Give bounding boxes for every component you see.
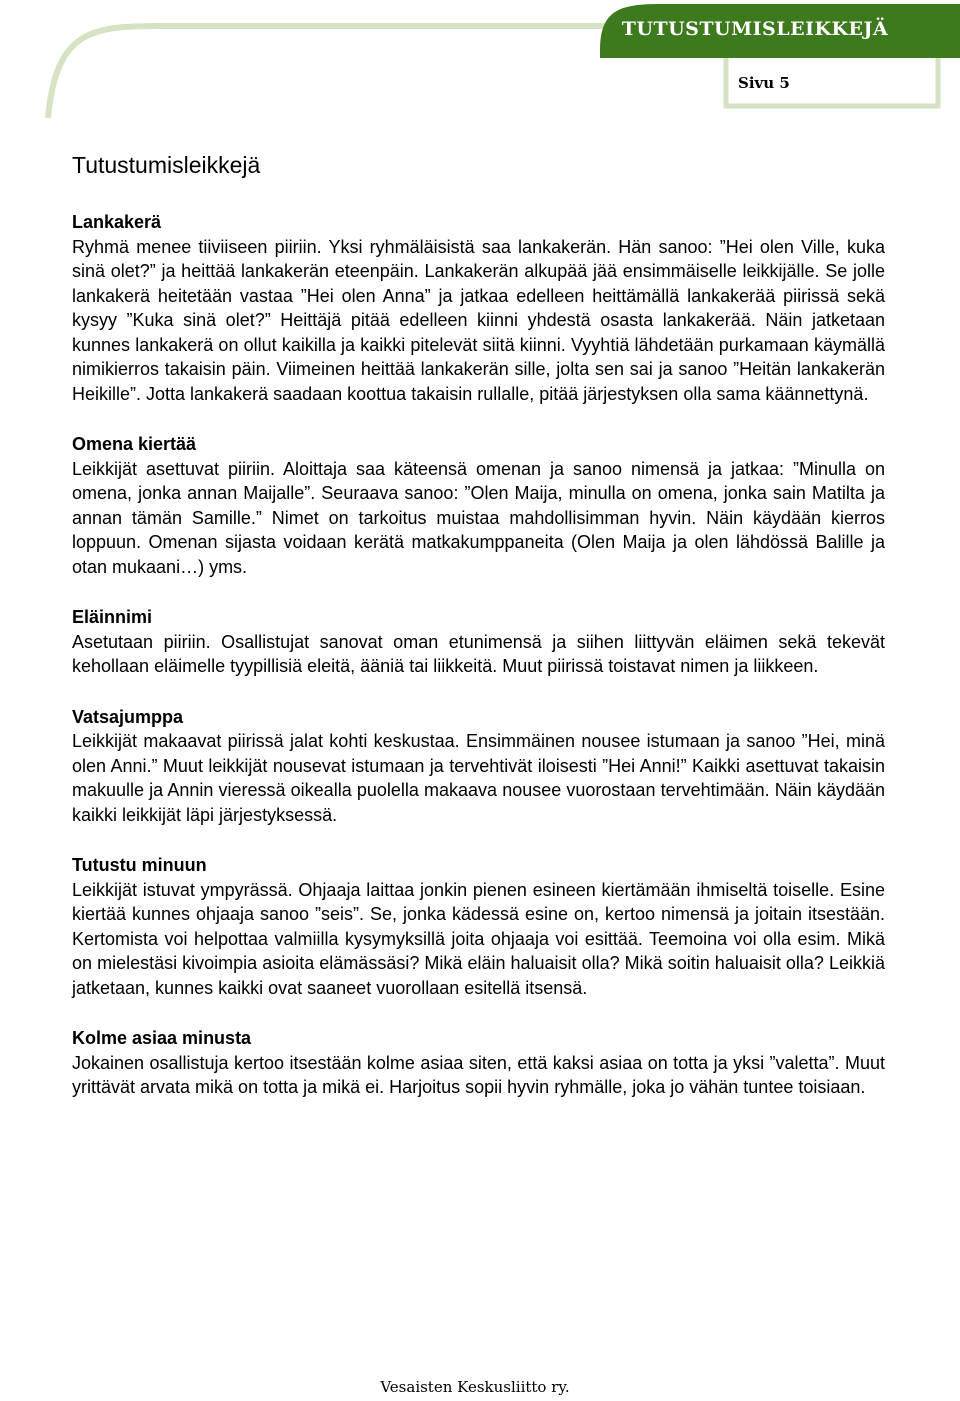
section-heading: Tutustu minuun [72, 855, 207, 875]
section-heading: Kolme asiaa minusta [72, 1028, 252, 1048]
section-heading: Eläinnimi [72, 607, 153, 627]
document-title: Tutustumisleikkejä [72, 152, 261, 178]
section-vatsajumppa [72, 705, 885, 828]
section-body: Jokainen osallistuja kertoo itsestään kolme asiaa siten, että kaksi asiaa on totta ja yksi ”valetta”. Muut yrittävät arvata mikä on totta ja mikä ei. Harjoitus sopii hyvin ryhmälle, joka jo vähän tuntee toisiaan. [72, 1052, 885, 1097]
section-heading: Vatsajumppa [72, 706, 184, 727]
footer-organization: Vesaisten Keskusliitto ry. [380, 1378, 570, 1396]
section-body: Leikkijät asettuvat piiriin. Aloittaja saa käteensä omenan ja sanoo nimensä ja jatkaa: ”Minulla on omena, jonka annan Maijalle”. Seuraava sanoo: ”Olen Maija, minulla on omena, jonka sain Matilta ja annan tämän Samille.” Nimet on tarkoitus muistaa mahdollisimman hyvin. Näin käydään kierros loppuun. Omenan sijasta voidaan kerätä matkakumppaneita (Olen Maija ja olen lähdössä Balille ja otan mukaani…) yms. [72, 458, 885, 577]
section-kolme-asiaa-minusta [72, 1026, 885, 1100]
header-title: TUTUSTUMISLEIKKEJÄ [621, 18, 889, 40]
section-tutustu-minuun [72, 853, 885, 1000]
section-omena-kiertaa [72, 432, 885, 579]
section-elainnimi [72, 605, 885, 679]
section-lankakera [72, 210, 885, 406]
section-heading: Lankakerä [72, 212, 162, 232]
document-content [72, 150, 885, 1126]
section-heading: Omena kiertää [72, 434, 197, 454]
section-body: Ryhmä menee tiiviiseen piiriin. Yksi ryhmäläisistä saa lankakerän. Hän sanoo: ”Hei olen Ville, kuka sinä olet?” ja heittää lankakerän eteenpäin. Lankakerän alkupää jää ensimmäiselle leikkijälle. Se jolle lankakerä heitetään vastaa ”Hei olen Anna” ja jatkaa edelleen heittämällä lankakerää piirissä sekä kysyy ”Kuka sinä olet?” Heittäjä pitää edelleen kiinni yhdestä osasta lankakerää. Näin jatketaan kunnes lankakerä on ollut kaikilla ja kaikki pitelevät siitä kiinni. Vyyhtiä lähdetään purkamaan käymällä nimikierros takaisin päin. Viimeinen heittää lankakerän sille, jolta sen sai ja sanoo ”Heitän lankakerän Heikille”. Jotta lankakerä saadaan koottua takaisin rullalle, pitää järjestyksen olla sama käännettynä. [72, 236, 885, 404]
section-body: Leikkijät istuvat ympyrässä. Ohjaaja laittaa jonkin pienen esineen kiertämään ihmiseltä toiselle. Esine kiertää kunnes ohjaaja sanoo ”seis”. Se, jonka kädessä esine on, kertoo nimensä ja joitain itsestään. Kertomista voi helpottaa valmiilla kysymyksillä joita ohjaaja voi esittää. Teemoina voi olla esim. Mikä on mielestäsi kivoimpia asioita elämässäsi? Mikä eläin haluaisit olla? Mikä soitin haluaisit olla? Leikkiä jatketaan, kunnes kaikki ovat saaneet vuorollaan esitellä itsensä. [72, 879, 885, 998]
section-body: Leikkijät makaavat piirissä jalat kohti keskustaa. Ensimmäinen nousee istumaan ja sanoo ”Hei, minä olen Anni.” Muut leikkijät nousevat istumaan ja tervehtivät iloisesti ”Hei Anni!” Kaikki asettuvat takaisin makuulle ja Annin vieressä oikealla puolella makaava nousee vuorostaan tervehtimään. Näin käydään kaikki leikkijät läpi järjestyksessä. [72, 731, 885, 825]
section-body: Asetutaan piiriin. Osallistujat sanovat oman etunimensä ja siihen liittyvän eläimen sekä tekevät kehollaan eläimelle tyypillisiä eleitä, ääniä tai liikkeitä. Muut piirissä toistavat nimen ja liikkeen. [72, 631, 885, 676]
page-number: Sivu 5 [738, 74, 790, 92]
